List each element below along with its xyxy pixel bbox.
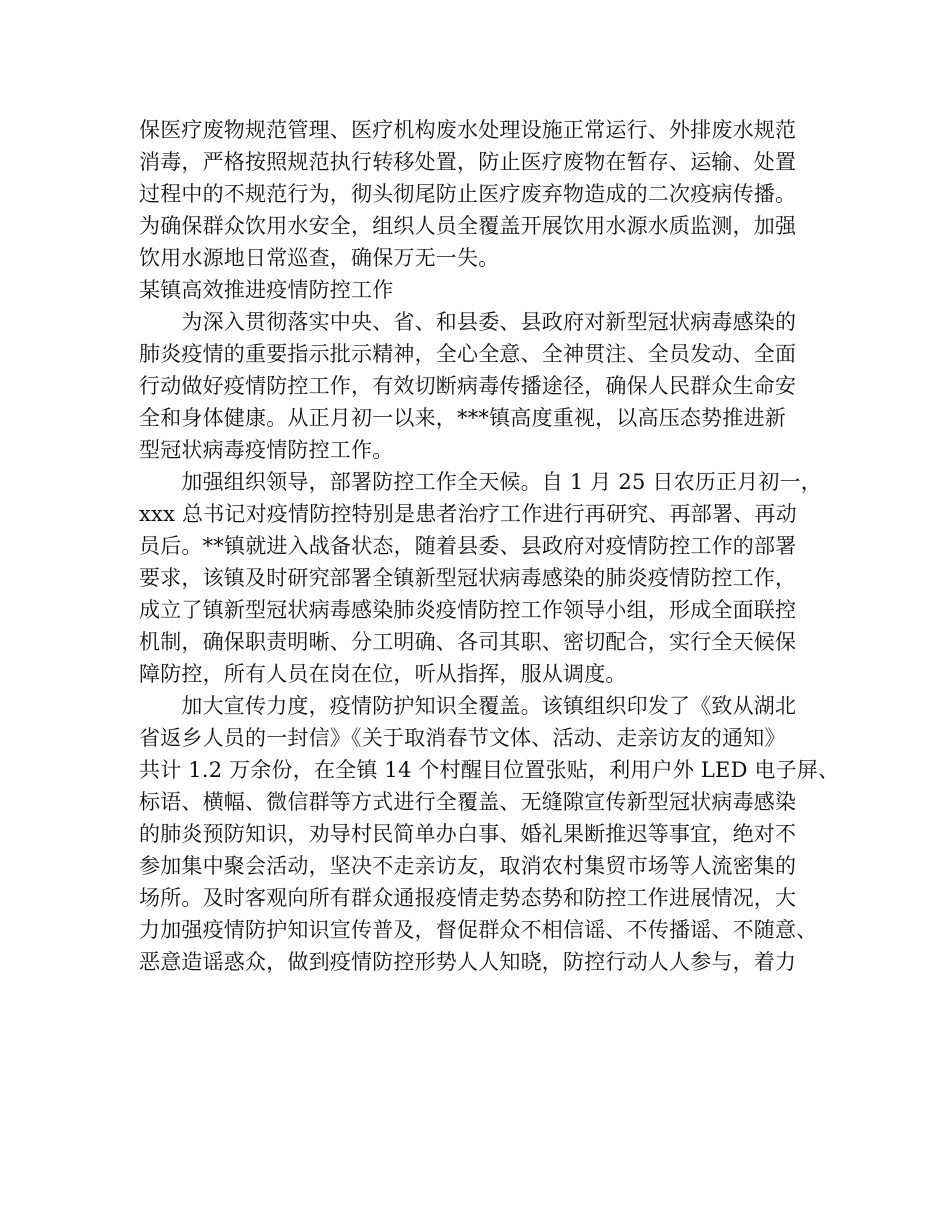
text-line: 省返乡人员的一封信》《关于取消春节文体、活动、走亲访友的通知》: [139, 726, 786, 750]
text-line: 饮用水源地日常巡查，确保万无一失。: [139, 246, 500, 270]
text-line: 障防控，所有人员在岗在位，听从指挥，服从调度。: [139, 662, 627, 686]
text-line: xxx 总书记对疫情防控特别是患者治疗工作进行再研究、再部署、再动: [139, 502, 797, 526]
text-line: 肺炎疫情的重要指示批示精神，全心全意、全神贯注、全员发动、全面: [139, 342, 797, 366]
text-line: 过程中的不规范行为，彻头彻尾防止医疗废弃物造成的二次疫病传播。: [139, 182, 797, 206]
text-line: 为深入贯彻落实中央、省、和县委、县政府对新型冠状病毒感染的: [139, 310, 797, 334]
section-heading: 某镇高效推进疫情防控工作: [139, 278, 394, 302]
text-line: 加强组织领导，部署防控工作全天候。自 1 月 25 日农历正月初一，: [139, 470, 822, 494]
text-line: 员后。**镇就进入战备状态，随着县委、县政府对疫情防控工作的部署: [139, 534, 797, 558]
document-body: [139, 114, 840, 978]
text-line: 型冠状病毒疫情防控工作。: [139, 438, 394, 462]
text-line: 消毒，严格按照规范执行转移处置，防止医疗废物在暂存、运输、处置: [139, 150, 797, 174]
text-line: 参加集中聚会活动，坚决不走亲访友，取消农村集贸市场等人流密集的: [139, 854, 797, 878]
text-line: 全和身体健康。从正月初一以来，***镇高度重视，以高压态势推进新: [139, 406, 786, 430]
text-line: 行动做好疫情防控工作，有效切断病毒传播途径，确保人民群众生命安: [139, 374, 797, 398]
text-line: 共计 1.2 万余份，在全镇 14 个村醒目位置张贴，利用户外 LED 电子屏、: [139, 758, 840, 782]
text-line: 要求，该镇及时研究部署全镇新型冠状病毒感染的肺炎疫情防控工作，: [139, 566, 797, 590]
text-line: 标语、横幅、微信群等方式进行全覆盖、无缝隙宣传新型冠状病毒感染: [139, 790, 797, 814]
text-line: 力加强疫情防护知识宣传普及，督促群众不相信谣、不传播谣、不随意、: [139, 918, 818, 942]
text-line: 机制，确保职责明晰、分工明确、各司其职、密切配合，实行全天候保: [139, 630, 797, 654]
text-line: 的肺炎预防知识，劝导村民简单办白事、婚礼果断推迟等事宜，绝对不: [139, 822, 797, 846]
text-line: 成立了镇新型冠状病毒感染肺炎疫情防控工作领导小组，形成全面联控: [139, 598, 797, 622]
text-line: 加大宣传力度，疫情防护知识全覆盖。该镇组织印发了《致从湖北: [139, 694, 797, 718]
text-line: 场所。及时客观向所有群众通报疫情走势态势和防控工作进展情况，大: [139, 886, 797, 910]
text-line: 恶意造谣惑众，做到疫情防控形势人人知晓，防控行动人人参与，着力: [139, 950, 797, 974]
text-line: 保医疗废物规范管理、医疗机构废水处理设施正常运行、外排废水规范: [139, 118, 797, 142]
text-line: 为确保群众饮用水安全，组织人员全覆盖开展饮用水源水质监测，加强: [139, 214, 797, 238]
